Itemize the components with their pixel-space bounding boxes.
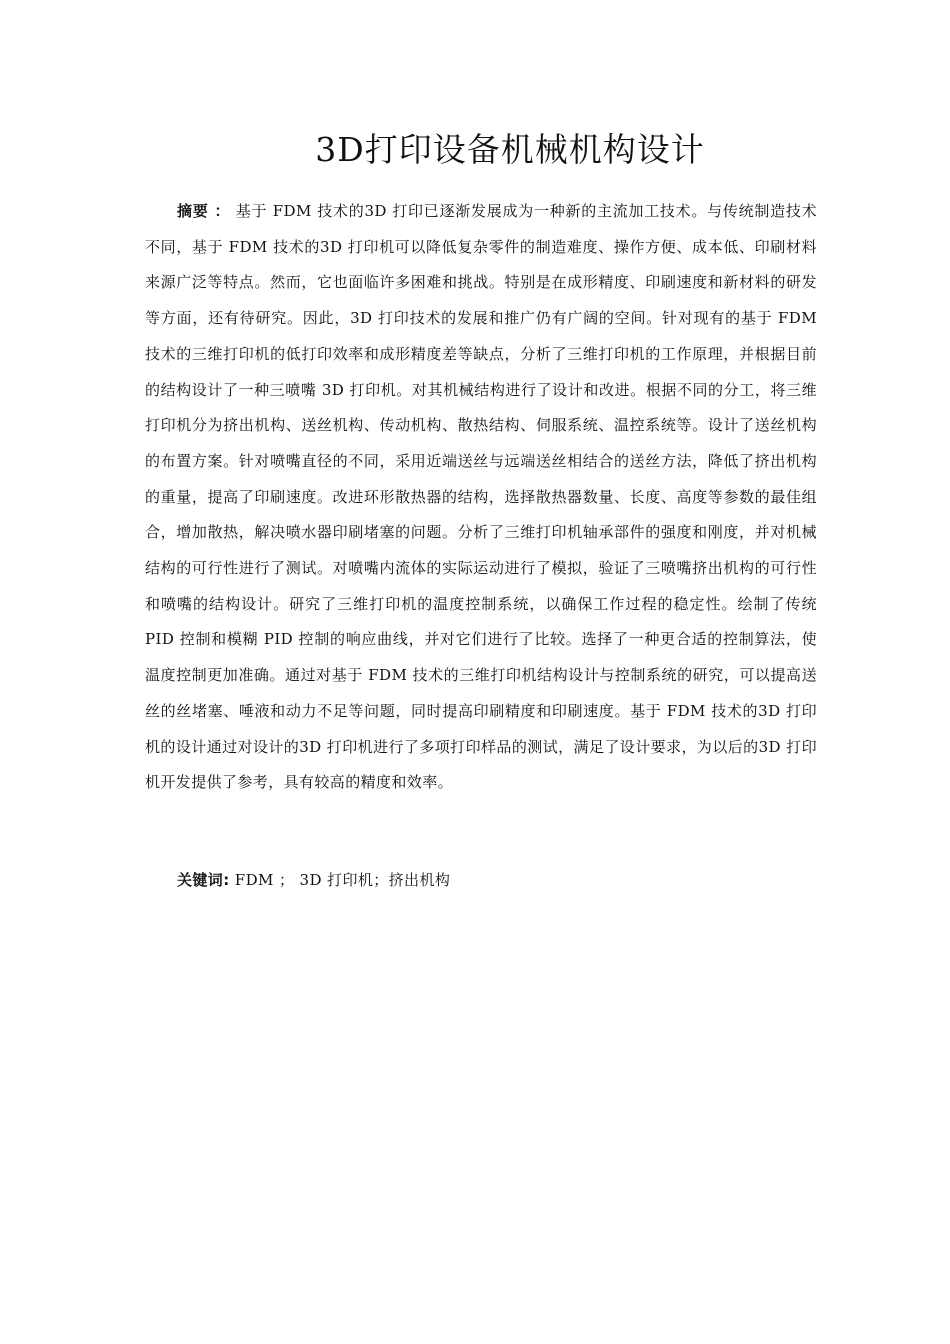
- abstract-paragraph: [145, 194, 817, 801]
- abstract-text: 基于 FDM 技术的3D 打印已逐渐发展成为一种新的主流加工技术。与传统制造技术不同，基于 FDM 技术的3D 打印机可以降低复杂零件的制造难度、操作方便、成本低、印刷材料来源广泛等特点。然而，它也面临许多困难和挑战。特别是在成形精度、印刷速度和新材料的研发等方面，还有待研究。因此，3D 打印技术的发展和推广仍有广阔的空间。针对现有的基于 FDM 技术的三维打印机的低打印效率和成形精度差等缺点，分析了三维打印机的工作原理，并根据目前的结构设计了一种三喷嘴 3D 打印机。对其机械结构进行了设计和改进。根据不同的分工，将三维打印机分为挤出机构、送丝机构、传动机构、散热结构、伺服系统、温控系统等。设计了送丝机构的布置方案。针对喷嘴直径的不同，采用近端送丝与远端送丝相结合的送丝方法，降低了挤出机构的重量，提高了印刷速度。改进环形散热器的结构，选择散热器数量、长度、高度等参数的最佳组合，增加散热，解决喷水器印刷堵塞的问题。分析了三维打印机轴承部件的强度和刚度，并对机械结构的可行性进行了测试。对喷嘴内流体的实际运动进行了模拟，验证了三喷嘴挤出机构的可行性和喷嘴的结构设计。研究了三维打印机的温度控制系统，以确保工作过程的稳定性。绘制了传统 PID 控制和模糊 PID 控制的响应曲线，并对它们进行了比较。选择了一种更合适的控制算法，使温度控制更加准确。通过对基于 FDM 技术的三维打印机结构设计与控制系统的研究，可以提高送丝的丝堵塞、唾液和动力不足等问题，同时提高印刷精度和印刷速度。基于 FDM 技术的3D 打印机的设计通过对设计的3D 打印机进行了多项打印样品的测试，满足了设计要求，为以后的3D 打印机开发提供了参考，具有较高的精度和效率。: [145, 202, 818, 792]
- document-title: 3D打印设备机械机构设计: [315, 130, 705, 169]
- keywords-text: FDM ； 3D 打印机；挤出机构: [234, 871, 451, 889]
- keywords-label: 关键词:: [177, 871, 230, 889]
- abstract-label: 摘要 ：: [177, 202, 231, 220]
- keywords-line: [177, 864, 817, 896]
